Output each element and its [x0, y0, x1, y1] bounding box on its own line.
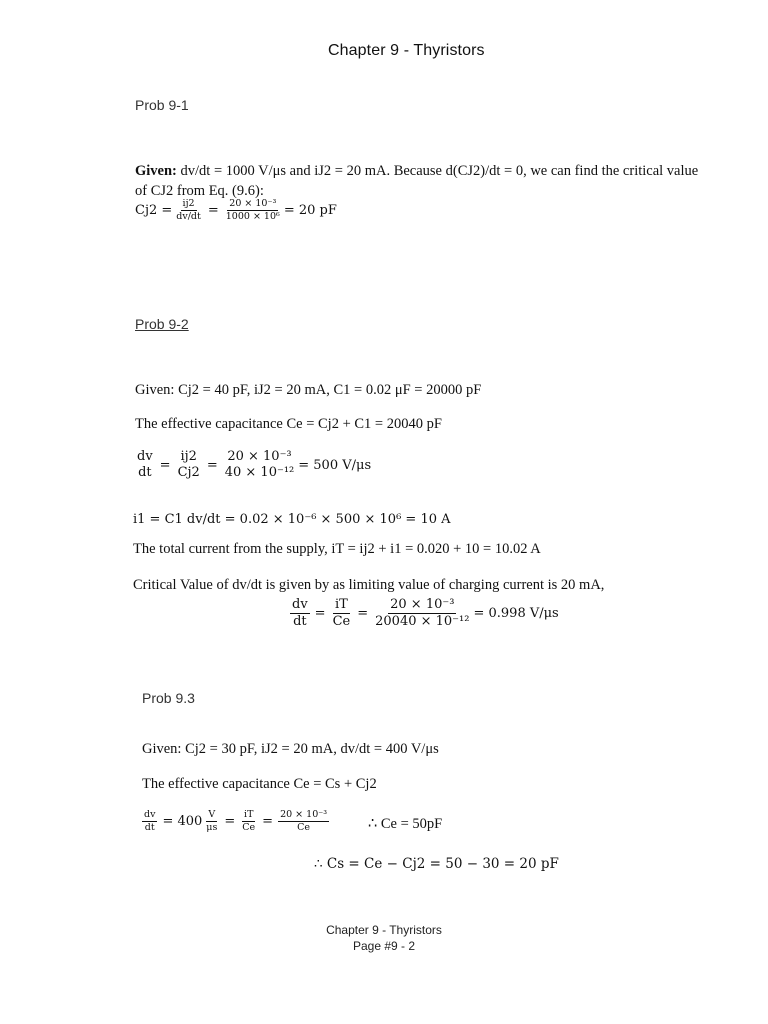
denominator: Ce	[242, 822, 256, 834]
denominator: 20040 × 10⁻¹²	[375, 614, 470, 630]
page-footer	[284, 922, 484, 954]
fraction	[290, 598, 310, 630]
given-label: Given:	[135, 163, 177, 179]
numerator: 20 × 10⁻³	[388, 598, 456, 614]
given-text: dv/dt = 1000 V/μs and iJ2 = 20 mA. Because d(CJ2)/dt = 0, we can find the critical value	[180, 163, 699, 179]
fraction	[174, 199, 203, 223]
eq-result: = 0.998 V/μs	[473, 606, 559, 622]
eq-result: = 20 pF	[283, 203, 337, 219]
prob-9-2-equation-3: $\frac{dv}{dt}$ = $\frac{iT}{Ce}$ = $\frac{\text{20 × 10⁻³}}{\text{20040 × 10⁻¹²}}$ = 0.998 V/μs	[292, 597, 559, 630]
footer-chapter: Chapter 9 - Thyristors	[326, 923, 442, 937]
prob-9-3-given: Given: Cj2 = 30 pF, iJ2 = 20 mA, dv/dt = 400 V/μs	[142, 741, 439, 757]
prob-9-3-equation-1: $\frac{dv}{dt}$ = 400 $\frac{V}{\mu s}$ = $\frac{iT}{Ce}$ = $\frac{\text{20 × 10⁻³}}{Ce}$	[144, 809, 328, 834]
eq-result: = 500 V/μs	[298, 457, 372, 473]
numerator: iT	[242, 810, 255, 822]
fraction	[373, 598, 471, 630]
prob-9-3-effective-capacitance: The effective capacitance Ce = Cs + Cj2	[142, 776, 377, 792]
denominator: dt	[293, 614, 307, 630]
fraction	[331, 598, 353, 630]
denominator: Ce	[297, 822, 311, 834]
footer-page-number: Page #9 - 2	[352, 939, 416, 953]
prob-9-1-label: Prob 9-1	[135, 97, 189, 113]
fraction	[240, 810, 257, 834]
fraction	[224, 199, 282, 223]
prob-9-1-given	[135, 163, 698, 180]
numerator: dv	[290, 598, 310, 614]
numerator: iT	[333, 598, 350, 614]
fraction	[278, 810, 329, 834]
numerator: ij2	[180, 449, 197, 464]
denominator: dt	[138, 465, 152, 481]
numerator: dv	[137, 449, 153, 464]
prob-9-2-total-current: The total current from the supply, iT = ij2 + i1 = 0.020 + 10 = 10.02 A	[133, 541, 541, 557]
prob-9-1-equation: Cj2 = $\frac{ij2}{dv/dt}$ = $\frac{\text{20 × 10⁻³}}{\text{1000 × 10⁶}}$ = 20 pF	[135, 198, 337, 223]
prob-9-2-given: Given: Cj2 = 40 pF, iJ2 = 20 mA, C1 = 0.02 μF = 20000 pF	[135, 382, 482, 398]
prob-9-3-label: Prob 9.3	[142, 690, 195, 706]
numerator: V	[206, 810, 217, 822]
denominator: dv/dt	[176, 211, 201, 223]
prob-9-1-given-line2: of CJ2 from Eq. (9.6):	[135, 183, 264, 199]
eq-mid: = 400	[162, 814, 203, 830]
denominator: dt	[144, 822, 155, 834]
prob-9-3-therefore-ce: ∴ Ce = 50pF	[368, 816, 443, 832]
prob-9-2-equation-2: i1 = C1 dv/dt = 0.02 × 10⁻⁶ × 500 × 10⁶ = 10 A	[133, 512, 451, 527]
fraction	[204, 810, 219, 834]
eq-lhs: Cj2 =	[135, 203, 173, 219]
numerator: 20 × 10⁻³	[227, 449, 292, 464]
prob-9-2-effective-capacitance: The effective capacitance Ce = Cj2 + C1 = 20040 pF	[135, 416, 442, 432]
prob-9-2-equation-1: dv dt = ij2 Cj2 = 20 × 10⁻³ 40 × 10⁻¹² = 500 V/μs	[137, 449, 372, 481]
numerator: dv	[142, 810, 157, 822]
numerator: 20 × 10⁻³	[278, 810, 329, 822]
numerator: ij2	[181, 199, 197, 211]
prob-9-2-label: Prob 9-2	[135, 316, 189, 332]
prob-9-3-equation-2: ∴ Cs = Ce − Cj2 = 50 − 30 = 20 pF	[314, 856, 559, 872]
denominator: Cj2	[177, 465, 200, 481]
fraction	[176, 450, 202, 481]
prob-9-2-critical-text: Critical Value of dv/dt is given by as limiting value of charging current is 20 mA,	[133, 577, 605, 593]
denominator: 40 × 10⁻¹²	[224, 465, 295, 481]
denominator: 1000 × 10⁶	[225, 211, 280, 223]
numerator: 20 × 10⁻³	[227, 199, 278, 211]
fraction	[142, 810, 157, 834]
fraction	[223, 450, 297, 481]
fraction	[135, 450, 155, 481]
denominator: μs	[206, 822, 218, 834]
page-title: Chapter 9 - Thyristors	[328, 42, 485, 59]
denominator: Ce	[332, 614, 351, 630]
